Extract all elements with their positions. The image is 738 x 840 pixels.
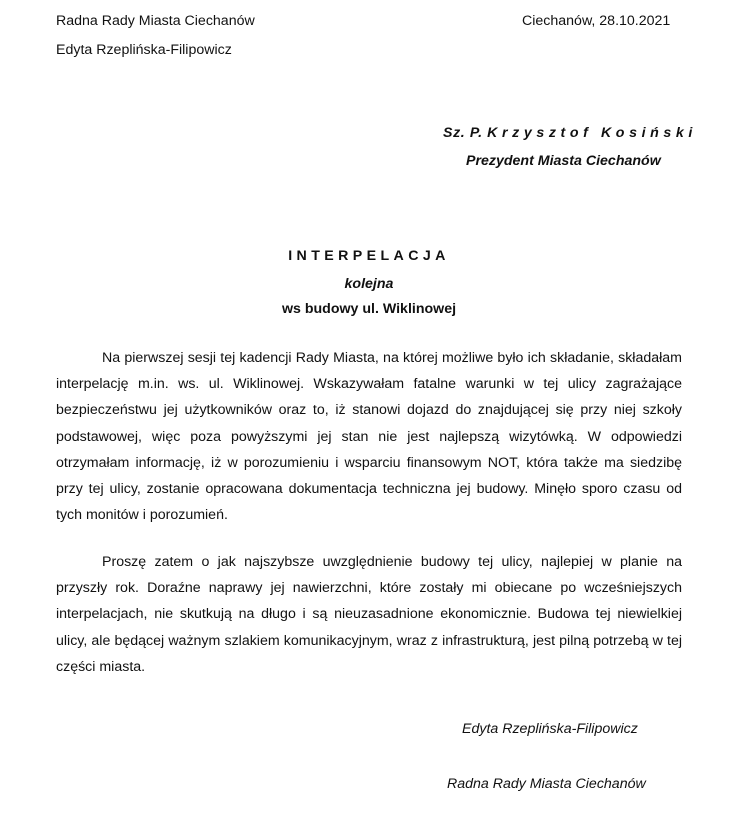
addressee-name: Krzysztof Kosiński <box>487 125 697 141</box>
addressee-prefix: Sz. P. <box>443 125 483 141</box>
signature-name: Edyta Rzeplińska-Filipowicz <box>462 721 638 737</box>
sender-line-2: Edyta Rzeplińska-Filipowicz <box>56 42 232 58</box>
document-subtitle: kolejna <box>344 276 394 292</box>
signature-role: Radna Rady Miasta Ciechanów <box>447 776 646 792</box>
place-date: Ciechanów, 28.10.2021 <box>522 13 671 29</box>
addressee-name-line <box>443 125 697 141</box>
body-paragraph-2: Proszę zatem o jak najszybsze uwzględnienie budowy tej ulicy, najlepiej w planie na przyszły rok. Doraźne naprawy jej nawierzchni, które zostały mi obiecane po wcześniejszych interpelacjach, nie skutkują na długo i są nieuzasadnione ekonomicznie. Budowa tej niewielkiej ulicy, ale będącej ważnym szlakiem komunikacyjnym, wraz z infrastrukturą, jest pilną potrzebą w tej części miasta. <box>56 554 682 675</box>
document-title: INTERPELACJA <box>288 248 450 264</box>
sender-line-1: Radna Rady Miasta Ciechanów <box>56 13 255 29</box>
addressee-title: Prezydent Miasta Ciechanów <box>466 153 661 169</box>
body-paragraph-1: Na pierwszej sesji tej kadencji Rady Miasta, na której możliwe było ich składanie, składałam interpelację m.in. ws. ul. Wiklinowej. Wskazywałam fatalne warunki w tej ulicy zagrażające bezpieczeństwu jej użytkowników oraz to, iż stanowi dojazd do znajdującej się przy niej szkoły podstawowej, więc poza powyższymi jej stan nie jest najlepszą wizytówką. W odpowiedzi otrzymałam informację, iż w porozumieniu i wsparciu finansowym NOT, która także ma siedzibę przy tej ulicy, zostanie opracowana dokumentacja techniczna jej budowy. Minęło sporo czasu od tych monitów i porozumień. <box>56 350 682 524</box>
document-subject: ws budowy ul. Wiklinowej <box>281 301 457 317</box>
